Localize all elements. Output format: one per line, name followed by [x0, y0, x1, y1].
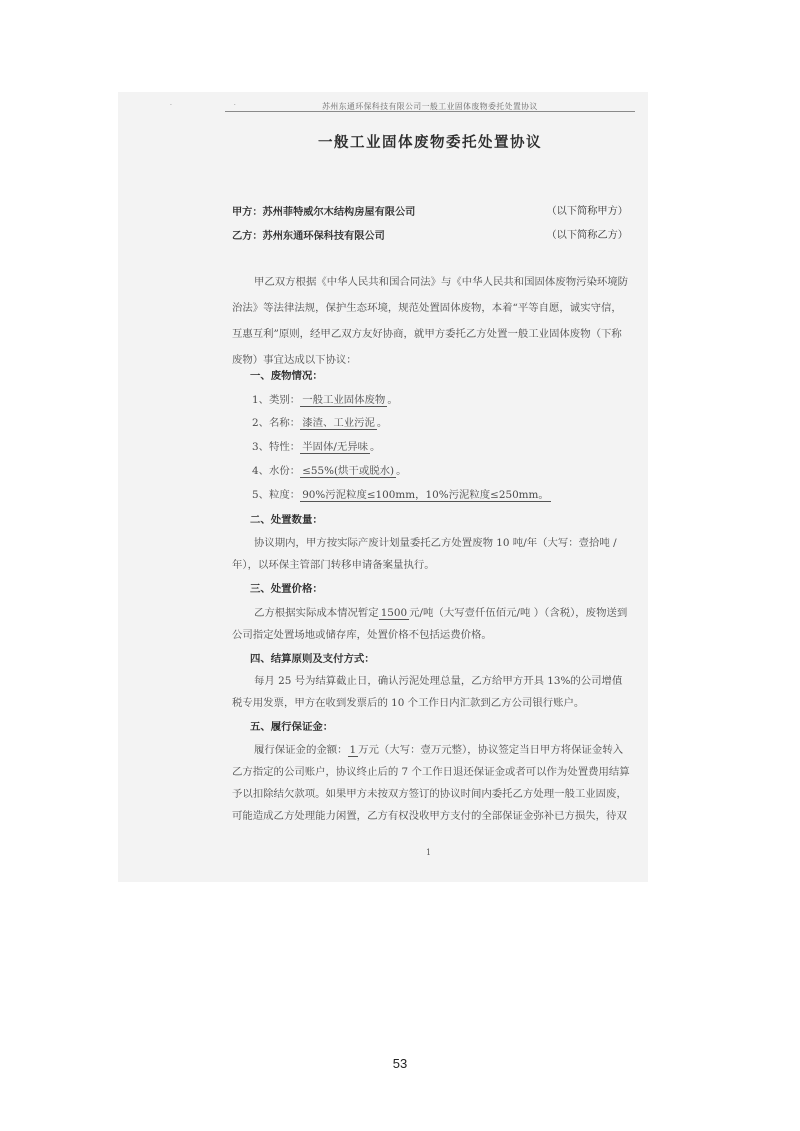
party-a	[232, 201, 628, 223]
section-2-text: 协议期内，甲方按实际产废计划量委托乙方处置废物 10 吨/年（大写：壹拾吨 /年），以环保主管部门转移申请备案量执行。	[232, 537, 617, 571]
waste-item-name: 2、名称： 漆渣、工业污泥 。	[252, 417, 388, 429]
deposit-amount: 1	[349, 744, 357, 756]
scan-page-number: 1	[426, 848, 432, 857]
document-title: 一般工业固体废物委托处置协议	[318, 134, 542, 151]
waste-granularity-value: 90%污泥粒度≤100mm，10%污泥粒度≤250mm。	[302, 489, 549, 501]
section-4-text: 每月 25 号为结算截止日，确认污泥处理总量，乙方给甲方开具 13%的公司增值税专用发票，甲方在收到发票后的 10 个工作日内汇款到乙方公司银行账户。	[232, 675, 623, 709]
party-a-label: 甲方：苏州菲特威尔木结构房屋有限公司	[232, 206, 416, 218]
header-rule	[225, 111, 635, 112]
price-value: 1500	[380, 607, 408, 619]
party-b-alias: （以下简称乙方）	[546, 230, 628, 241]
waste-property-value: 半固体/无异味	[302, 441, 369, 453]
waste-moisture-value: ≤55%(烘干或脱水)	[302, 465, 395, 477]
page-number: 53	[392, 1056, 408, 1071]
waste-name-value: 漆渣、工业污泥	[302, 417, 375, 429]
waste-item-granularity: 5、粒度： 90%污泥粒度≤100mm，10%污泥粒度≤250mm。	[252, 489, 549, 501]
section-1-heading: 一、废物情况：	[250, 370, 323, 382]
waste-item-property: 3、特性： 半固体/无异味 。	[252, 441, 381, 453]
section-5-text: 履行保证金的金额： 1 万元（大写：壹万元整），协议签定当日甲方将保证金转入乙方指定的公司账户，协议终止后的 7 个工作日退还保证金或者可以作为处置费用结算予以扣除结欠款项。如果甲方未按双方签订的协议时间内委托乙方处理一般工业固废，可能造成乙方处理能力闲置，乙方有权没收甲方支付的全部保证金弥补已方损失，待双	[232, 744, 630, 822]
section-4-heading: 四、结算原则及支付方式：	[250, 653, 375, 665]
party-a-alias: （以下简称甲方）	[546, 206, 628, 217]
section-3-heading: 三、处置价格：	[250, 583, 323, 595]
section-3-text: 乙方根据实际成本情况暂定 1500 元/吨（大写壹仟伍佰元/吨 ）（含税），废物送到公司指定处置场地或储存库，处置价格不包括运费价格。	[232, 607, 628, 641]
scan-speck: · ·	[170, 102, 266, 109]
running-header: 苏州东通环保科技有限公司一般工业固体废物委托处置协议	[322, 102, 538, 111]
party-b	[232, 225, 628, 247]
waste-item-moisture: 4、水份： ≤55%(烘干或脱水) 。	[252, 465, 407, 477]
party-b-label: 乙方：苏州东通环保科技有限公司	[232, 230, 385, 242]
waste-item-category: 1、类别： 一般工业固体废物 。	[252, 394, 398, 406]
waste-category-value: 一般工业固体废物	[302, 394, 386, 406]
section-2-heading: 二、处置数量：	[250, 514, 323, 526]
section-5-heading: 五、履行保证金：	[250, 721, 334, 733]
intro-paragraph: 甲乙双方根据《中华人民共和国合同法》与《中华人民共和国固体废物污染环境防治法》等法律法规，保护生态环境，规范处置固体废物，本着“平等自愿，诚实守信，互惠互利”原则，经甲乙双方友好协商，就甲方委托乙方处置一般工业固体废物（下称废物）事宜达成以下协议：	[232, 276, 629, 366]
